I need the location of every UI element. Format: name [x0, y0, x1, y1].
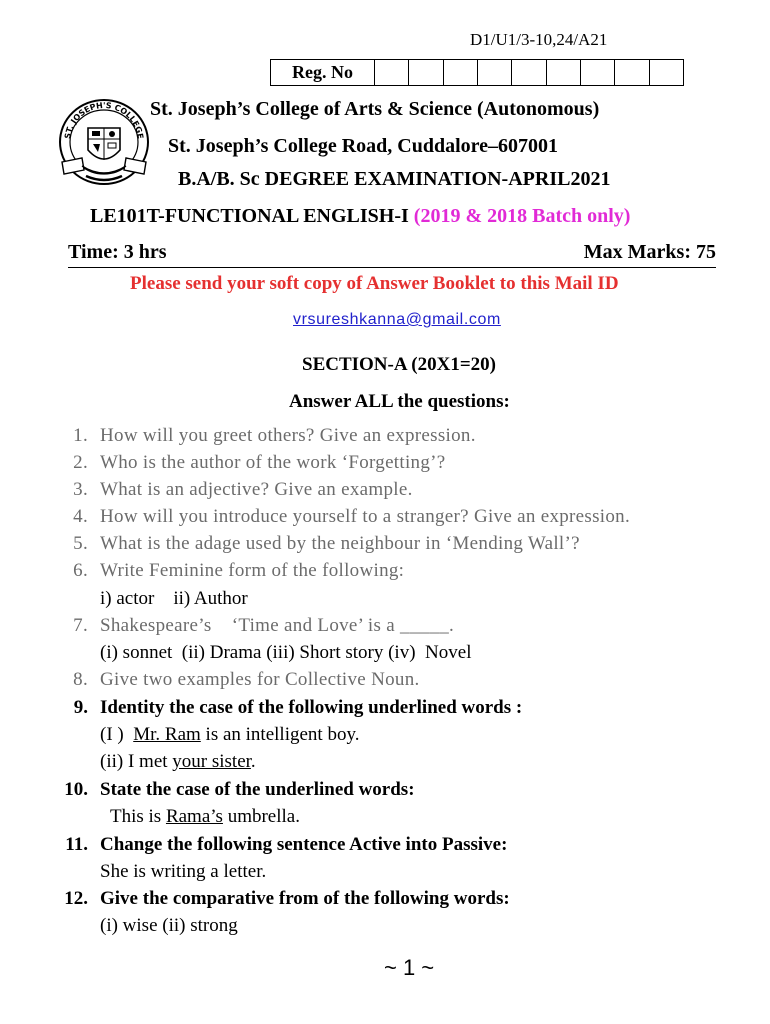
college-address: St. Joseph’s College Road, Cuddalore–607001: [168, 135, 559, 157]
question-text: What is the adage used by the neighbour in ‘Mending Wall’?: [100, 533, 580, 554]
question-text: Who is the author of the work ‘Forgetting’?: [100, 452, 446, 473]
question-1: [60, 425, 740, 449]
page-number: ~ 1 ~: [384, 955, 435, 980]
question-2: [60, 452, 740, 476]
question-number: 8.: [73, 669, 88, 690]
question-number: 11.: [65, 834, 88, 855]
reg-cell: [409, 60, 443, 85]
time-marks-line: [68, 241, 716, 268]
question-11: [60, 834, 740, 858]
reg-cell: [375, 60, 409, 85]
item-text: .: [250, 751, 256, 772]
document-code: D1/U1/3-10,24/A21: [470, 30, 608, 49]
question-text: What is an adjective? Give an example.: [100, 479, 413, 500]
reg-cell: [547, 60, 581, 85]
question-text: Change the following sentence Active into Passive:: [100, 834, 508, 855]
question-11-item: She is writing a letter.: [100, 861, 267, 882]
question-5: [60, 533, 740, 557]
svg-text:ST. JOSEPH'S COLLEGE: ST. JOSEPH'S COLLEGE: [63, 100, 145, 140]
question-text: Give the comparative from of the following words:: [100, 888, 510, 909]
college-name: St. Joseph’s College of Arts & Science (Autonomous): [150, 98, 600, 120]
question-7-options: (i) sonnet (ii) Drama (iii) Short story (iv) Novel: [100, 642, 472, 663]
question-9: [60, 697, 740, 721]
reg-cell: [615, 60, 649, 85]
question-10-item: [110, 806, 300, 828]
question-number: 12.: [64, 888, 88, 909]
question-text: Write Feminine form of the following:: [100, 560, 405, 581]
question-text: Shakespeare’s ‘Time and Love’ is a _____.: [100, 615, 455, 636]
item-text: (ii) I met: [100, 751, 173, 772]
underlined-word: your sister: [172, 751, 251, 772]
underlined-word: Mr. Ram: [133, 724, 201, 745]
reg-cell: [478, 60, 512, 85]
question-6-options: i) actor ii) Author: [100, 588, 248, 609]
section-instruction: Answer ALL the questions:: [289, 391, 510, 412]
subject-line: [90, 205, 630, 228]
question-number: 4.: [73, 506, 88, 527]
question-4: [60, 506, 740, 530]
question-number: 1.: [73, 425, 88, 446]
item-text: (I ): [100, 724, 134, 745]
question-text: State the case of the underlined words:: [100, 779, 415, 800]
question-6: [60, 560, 740, 584]
reg-cell: [581, 60, 615, 85]
college-crest-icon: [58, 96, 150, 188]
question-number: 10.: [64, 779, 88, 800]
question-7: [60, 615, 740, 639]
section-title: SECTION-A (20X1=20): [302, 354, 496, 375]
question-number: 2.: [73, 452, 88, 473]
submission-notice: Please send your soft copy of Answer Booklet to this Mail ID: [130, 273, 619, 294]
question-text: How will you greet others? Give an expression.: [100, 425, 476, 446]
item-text: is an intelligent boy.: [200, 724, 360, 745]
reg-number-box: [270, 59, 684, 86]
question-9-item-2: [100, 751, 256, 773]
subject-code: LE101T-FUNCTIONAL ENGLISH-I: [90, 205, 414, 227]
question-text: Give two examples for Collective Noun.: [100, 669, 420, 690]
question-number: 9.: [73, 697, 88, 718]
question-10: [60, 779, 740, 803]
exam-time: Time: 3 hrs: [68, 241, 167, 263]
item-text: This is: [110, 806, 166, 827]
question-number: 7.: [73, 615, 88, 636]
question-12: [60, 888, 740, 912]
reg-cell: [444, 60, 478, 85]
reg-label: Reg. No: [271, 60, 375, 85]
max-marks: Max Marks: 75: [583, 241, 716, 263]
question-number: 6.: [73, 560, 88, 581]
question-text: How will you introduce yourself to a stranger? Give an expression.: [100, 506, 631, 527]
question-number: 5.: [73, 533, 88, 554]
question-9-item-1: [100, 724, 359, 746]
question-number: 3.: [73, 479, 88, 500]
exam-title: B.A/B. Sc DEGREE EXAMINATION-APRIL2021: [178, 168, 611, 190]
question-12-item: (i) wise (ii) strong: [100, 915, 238, 936]
reg-cell: [512, 60, 546, 85]
underlined-word: Rama’s: [165, 806, 223, 827]
question-text: Identity the case of the following underlined words :: [100, 697, 523, 718]
reg-cell: [650, 60, 683, 85]
item-text: umbrella.: [222, 806, 300, 827]
question-3: [60, 479, 740, 503]
email-link[interactable]: vrsureshkanna@gmail.com: [293, 311, 501, 328]
question-8: [60, 669, 740, 693]
batch-note: (2019 & 2018 Batch only): [413, 205, 631, 227]
